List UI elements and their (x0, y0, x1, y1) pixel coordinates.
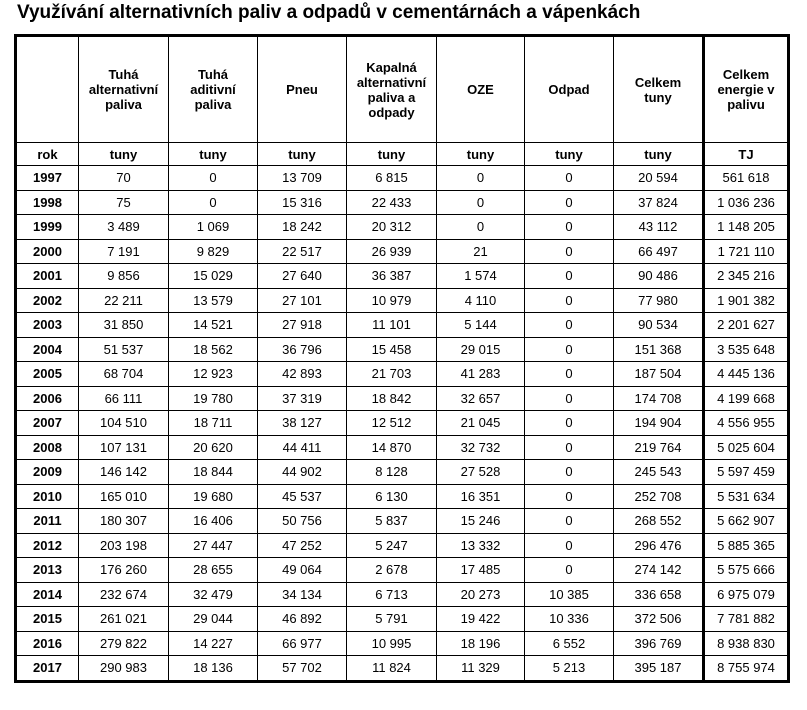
year-cell: 2015 (16, 607, 79, 632)
value-cell: 5 025 604 (704, 435, 789, 460)
value-cell: 274 142 (614, 558, 704, 583)
table-row (16, 411, 789, 436)
value-cell: 0 (525, 533, 614, 558)
year-cell: 2003 (16, 313, 79, 338)
table-row (16, 337, 789, 362)
value-cell: 0 (525, 411, 614, 436)
year-cell: 2006 (16, 386, 79, 411)
value-cell: 5 837 (347, 509, 437, 534)
value-cell: 16 351 (437, 484, 525, 509)
value-cell: 37 824 (614, 190, 704, 215)
value-cell: 9 856 (79, 264, 169, 289)
value-cell: 13 709 (258, 166, 347, 191)
value-cell: 51 537 (79, 337, 169, 362)
unit-header: tuny (169, 143, 258, 166)
value-cell: 2 678 (347, 558, 437, 583)
column-header: Celkem energie v palivu (704, 36, 789, 143)
column-header: Pneu (258, 36, 347, 143)
year-cell: 2017 (16, 656, 79, 682)
year-cell: 1997 (16, 166, 79, 191)
value-cell: 27 528 (437, 460, 525, 485)
value-cell: 22 433 (347, 190, 437, 215)
value-cell: 37 319 (258, 386, 347, 411)
value-cell: 8 128 (347, 460, 437, 485)
unit-header: tuny (347, 143, 437, 166)
value-cell: 29 044 (169, 607, 258, 632)
column-header (16, 36, 79, 143)
value-cell: 16 406 (169, 509, 258, 534)
value-cell: 42 893 (258, 362, 347, 387)
value-cell: 0 (169, 190, 258, 215)
value-cell: 49 064 (258, 558, 347, 583)
table-row (16, 533, 789, 558)
value-cell: 0 (437, 166, 525, 191)
value-cell: 7 781 882 (704, 607, 789, 632)
value-cell: 44 411 (258, 435, 347, 460)
table-row (16, 386, 789, 411)
value-cell: 165 010 (79, 484, 169, 509)
value-cell: 43 112 (614, 215, 704, 240)
header-row (16, 36, 789, 143)
value-cell: 1 574 (437, 264, 525, 289)
value-cell: 13 332 (437, 533, 525, 558)
table-row (16, 362, 789, 387)
value-cell: 20 620 (169, 435, 258, 460)
table-row (16, 264, 789, 289)
value-cell: 336 658 (614, 582, 704, 607)
value-cell: 14 870 (347, 435, 437, 460)
value-cell: 27 101 (258, 288, 347, 313)
value-cell: 5 885 365 (704, 533, 789, 558)
table-row (16, 484, 789, 509)
value-cell: 12 512 (347, 411, 437, 436)
value-cell: 10 995 (347, 631, 437, 656)
year-cell: 2011 (16, 509, 79, 534)
value-cell: 13 579 (169, 288, 258, 313)
value-cell: 261 021 (79, 607, 169, 632)
value-cell: 176 260 (79, 558, 169, 583)
value-cell: 10 385 (525, 582, 614, 607)
value-cell: 0 (169, 166, 258, 191)
value-cell: 11 824 (347, 656, 437, 682)
value-cell: 6 552 (525, 631, 614, 656)
value-cell: 0 (525, 215, 614, 240)
table-row (16, 509, 789, 534)
value-cell: 66 497 (614, 239, 704, 264)
value-cell: 8 938 830 (704, 631, 789, 656)
value-cell: 232 674 (79, 582, 169, 607)
value-cell: 18 844 (169, 460, 258, 485)
table-row (16, 558, 789, 583)
value-cell: 14 227 (169, 631, 258, 656)
value-cell: 12 923 (169, 362, 258, 387)
value-cell: 268 552 (614, 509, 704, 534)
value-cell: 0 (437, 215, 525, 240)
value-cell: 0 (525, 239, 614, 264)
unit-header: tuny (258, 143, 347, 166)
value-cell: 75 (79, 190, 169, 215)
value-cell: 19 680 (169, 484, 258, 509)
column-header: Tuhá alternativní paliva (79, 36, 169, 143)
value-cell: 372 506 (614, 607, 704, 632)
value-cell: 5 597 459 (704, 460, 789, 485)
value-cell: 10 979 (347, 288, 437, 313)
value-cell: 46 892 (258, 607, 347, 632)
value-cell: 17 485 (437, 558, 525, 583)
value-cell: 396 769 (614, 631, 704, 656)
value-cell: 47 252 (258, 533, 347, 558)
value-cell: 26 939 (347, 239, 437, 264)
table-body (16, 166, 789, 682)
value-cell: 28 655 (169, 558, 258, 583)
value-cell: 11 329 (437, 656, 525, 682)
value-cell: 4 445 136 (704, 362, 789, 387)
value-cell: 19 422 (437, 607, 525, 632)
value-cell: 252 708 (614, 484, 704, 509)
value-cell: 180 307 (79, 509, 169, 534)
column-header: Kapalná alternativní paliva a odpady (347, 36, 437, 143)
value-cell: 20 312 (347, 215, 437, 240)
year-cell: 2001 (16, 264, 79, 289)
table-row (16, 166, 789, 191)
value-cell: 21 045 (437, 411, 525, 436)
value-cell: 395 187 (614, 656, 704, 682)
column-header: Celkem tuny (614, 36, 704, 143)
value-cell: 32 732 (437, 435, 525, 460)
value-cell: 104 510 (79, 411, 169, 436)
value-cell: 9 829 (169, 239, 258, 264)
year-cell: 2013 (16, 558, 79, 583)
value-cell: 290 983 (79, 656, 169, 682)
table-row (16, 288, 789, 313)
value-cell: 15 458 (347, 337, 437, 362)
value-cell: 32 479 (169, 582, 258, 607)
value-cell: 20 273 (437, 582, 525, 607)
value-cell: 0 (525, 460, 614, 485)
value-cell: 18 136 (169, 656, 258, 682)
value-cell: 5 213 (525, 656, 614, 682)
value-cell: 77 980 (614, 288, 704, 313)
unit-header: TJ (704, 143, 789, 166)
value-cell: 6 713 (347, 582, 437, 607)
value-cell: 41 283 (437, 362, 525, 387)
value-cell: 1 069 (169, 215, 258, 240)
value-cell: 1 148 205 (704, 215, 789, 240)
data-table (14, 34, 790, 683)
year-cell: 2014 (16, 582, 79, 607)
year-cell: 2010 (16, 484, 79, 509)
column-header: Tuhá aditivní paliva (169, 36, 258, 143)
value-cell: 4 110 (437, 288, 525, 313)
year-column-header: rok (16, 143, 79, 166)
table-row (16, 215, 789, 240)
value-cell: 38 127 (258, 411, 347, 436)
value-cell: 15 316 (258, 190, 347, 215)
year-cell: 2012 (16, 533, 79, 558)
value-cell: 0 (525, 337, 614, 362)
value-cell: 66 977 (258, 631, 347, 656)
year-cell: 2009 (16, 460, 79, 485)
value-cell: 245 543 (614, 460, 704, 485)
value-cell: 34 134 (258, 582, 347, 607)
value-cell: 5 791 (347, 607, 437, 632)
value-cell: 2 201 627 (704, 313, 789, 338)
table-row (16, 631, 789, 656)
value-cell: 107 131 (79, 435, 169, 460)
table-row (16, 460, 789, 485)
value-cell: 279 822 (79, 631, 169, 656)
value-cell: 2 345 216 (704, 264, 789, 289)
value-cell: 36 796 (258, 337, 347, 362)
year-cell: 2016 (16, 631, 79, 656)
units-row (16, 143, 789, 166)
value-cell: 36 387 (347, 264, 437, 289)
value-cell: 561 618 (704, 166, 789, 191)
table-title: Využívání alternativních paliv a odpadů v cementárnách a vápenkách (17, 2, 641, 23)
year-cell: 2008 (16, 435, 79, 460)
value-cell: 21 703 (347, 362, 437, 387)
year-cell: 2005 (16, 362, 79, 387)
table-row (16, 656, 789, 682)
value-cell: 5 575 666 (704, 558, 789, 583)
value-cell: 1 721 110 (704, 239, 789, 264)
value-cell: 3 489 (79, 215, 169, 240)
value-cell: 194 904 (614, 411, 704, 436)
value-cell: 0 (525, 509, 614, 534)
value-cell: 21 (437, 239, 525, 264)
value-cell: 18 842 (347, 386, 437, 411)
value-cell: 44 902 (258, 460, 347, 485)
unit-header: tuny (437, 143, 525, 166)
value-cell: 70 (79, 166, 169, 191)
value-cell: 11 101 (347, 313, 437, 338)
value-cell: 0 (525, 264, 614, 289)
value-cell: 6 975 079 (704, 582, 789, 607)
table-row (16, 190, 789, 215)
value-cell: 27 640 (258, 264, 347, 289)
table-row (16, 582, 789, 607)
value-cell: 18 562 (169, 337, 258, 362)
table-row (16, 239, 789, 264)
year-cell: 1998 (16, 190, 79, 215)
value-cell: 0 (525, 386, 614, 411)
value-cell: 5 247 (347, 533, 437, 558)
value-cell: 7 191 (79, 239, 169, 264)
value-cell: 8 755 974 (704, 656, 789, 682)
value-cell: 22 211 (79, 288, 169, 313)
value-cell: 50 756 (258, 509, 347, 534)
column-header: OZE (437, 36, 525, 143)
value-cell: 14 521 (169, 313, 258, 338)
value-cell: 68 704 (79, 362, 169, 387)
value-cell: 219 764 (614, 435, 704, 460)
value-cell: 4 556 955 (704, 411, 789, 436)
value-cell: 3 535 648 (704, 337, 789, 362)
table-row (16, 607, 789, 632)
value-cell: 5 662 907 (704, 509, 789, 534)
value-cell: 5 144 (437, 313, 525, 338)
year-cell: 2002 (16, 288, 79, 313)
value-cell: 1 036 236 (704, 190, 789, 215)
value-cell: 27 918 (258, 313, 347, 338)
value-cell: 296 476 (614, 533, 704, 558)
value-cell: 10 336 (525, 607, 614, 632)
value-cell: 90 486 (614, 264, 704, 289)
value-cell: 0 (525, 558, 614, 583)
value-cell: 0 (525, 190, 614, 215)
year-cell: 2007 (16, 411, 79, 436)
value-cell: 0 (525, 166, 614, 191)
value-cell: 29 015 (437, 337, 525, 362)
value-cell: 31 850 (79, 313, 169, 338)
column-header: Odpad (525, 36, 614, 143)
year-cell: 1999 (16, 215, 79, 240)
value-cell: 203 198 (79, 533, 169, 558)
year-cell: 2004 (16, 337, 79, 362)
unit-header: tuny (614, 143, 704, 166)
value-cell: 27 447 (169, 533, 258, 558)
value-cell: 174 708 (614, 386, 704, 411)
table-row (16, 313, 789, 338)
value-cell: 0 (437, 190, 525, 215)
value-cell: 146 142 (79, 460, 169, 485)
value-cell: 0 (525, 288, 614, 313)
value-cell: 0 (525, 484, 614, 509)
year-cell: 2000 (16, 239, 79, 264)
value-cell: 4 199 668 (704, 386, 789, 411)
value-cell: 19 780 (169, 386, 258, 411)
value-cell: 0 (525, 313, 614, 338)
unit-header: tuny (525, 143, 614, 166)
unit-header: tuny (79, 143, 169, 166)
value-cell: 32 657 (437, 386, 525, 411)
value-cell: 15 029 (169, 264, 258, 289)
value-cell: 57 702 (258, 656, 347, 682)
value-cell: 6 815 (347, 166, 437, 191)
value-cell: 5 531 634 (704, 484, 789, 509)
value-cell: 20 594 (614, 166, 704, 191)
value-cell: 187 504 (614, 362, 704, 387)
value-cell: 1 901 382 (704, 288, 789, 313)
value-cell: 6 130 (347, 484, 437, 509)
value-cell: 45 537 (258, 484, 347, 509)
value-cell: 151 368 (614, 337, 704, 362)
table-row (16, 435, 789, 460)
value-cell: 18 242 (258, 215, 347, 240)
value-cell: 22 517 (258, 239, 347, 264)
value-cell: 18 196 (437, 631, 525, 656)
value-cell: 18 711 (169, 411, 258, 436)
value-cell: 0 (525, 435, 614, 460)
value-cell: 90 534 (614, 313, 704, 338)
value-cell: 0 (525, 362, 614, 387)
value-cell: 15 246 (437, 509, 525, 534)
value-cell: 66 111 (79, 386, 169, 411)
